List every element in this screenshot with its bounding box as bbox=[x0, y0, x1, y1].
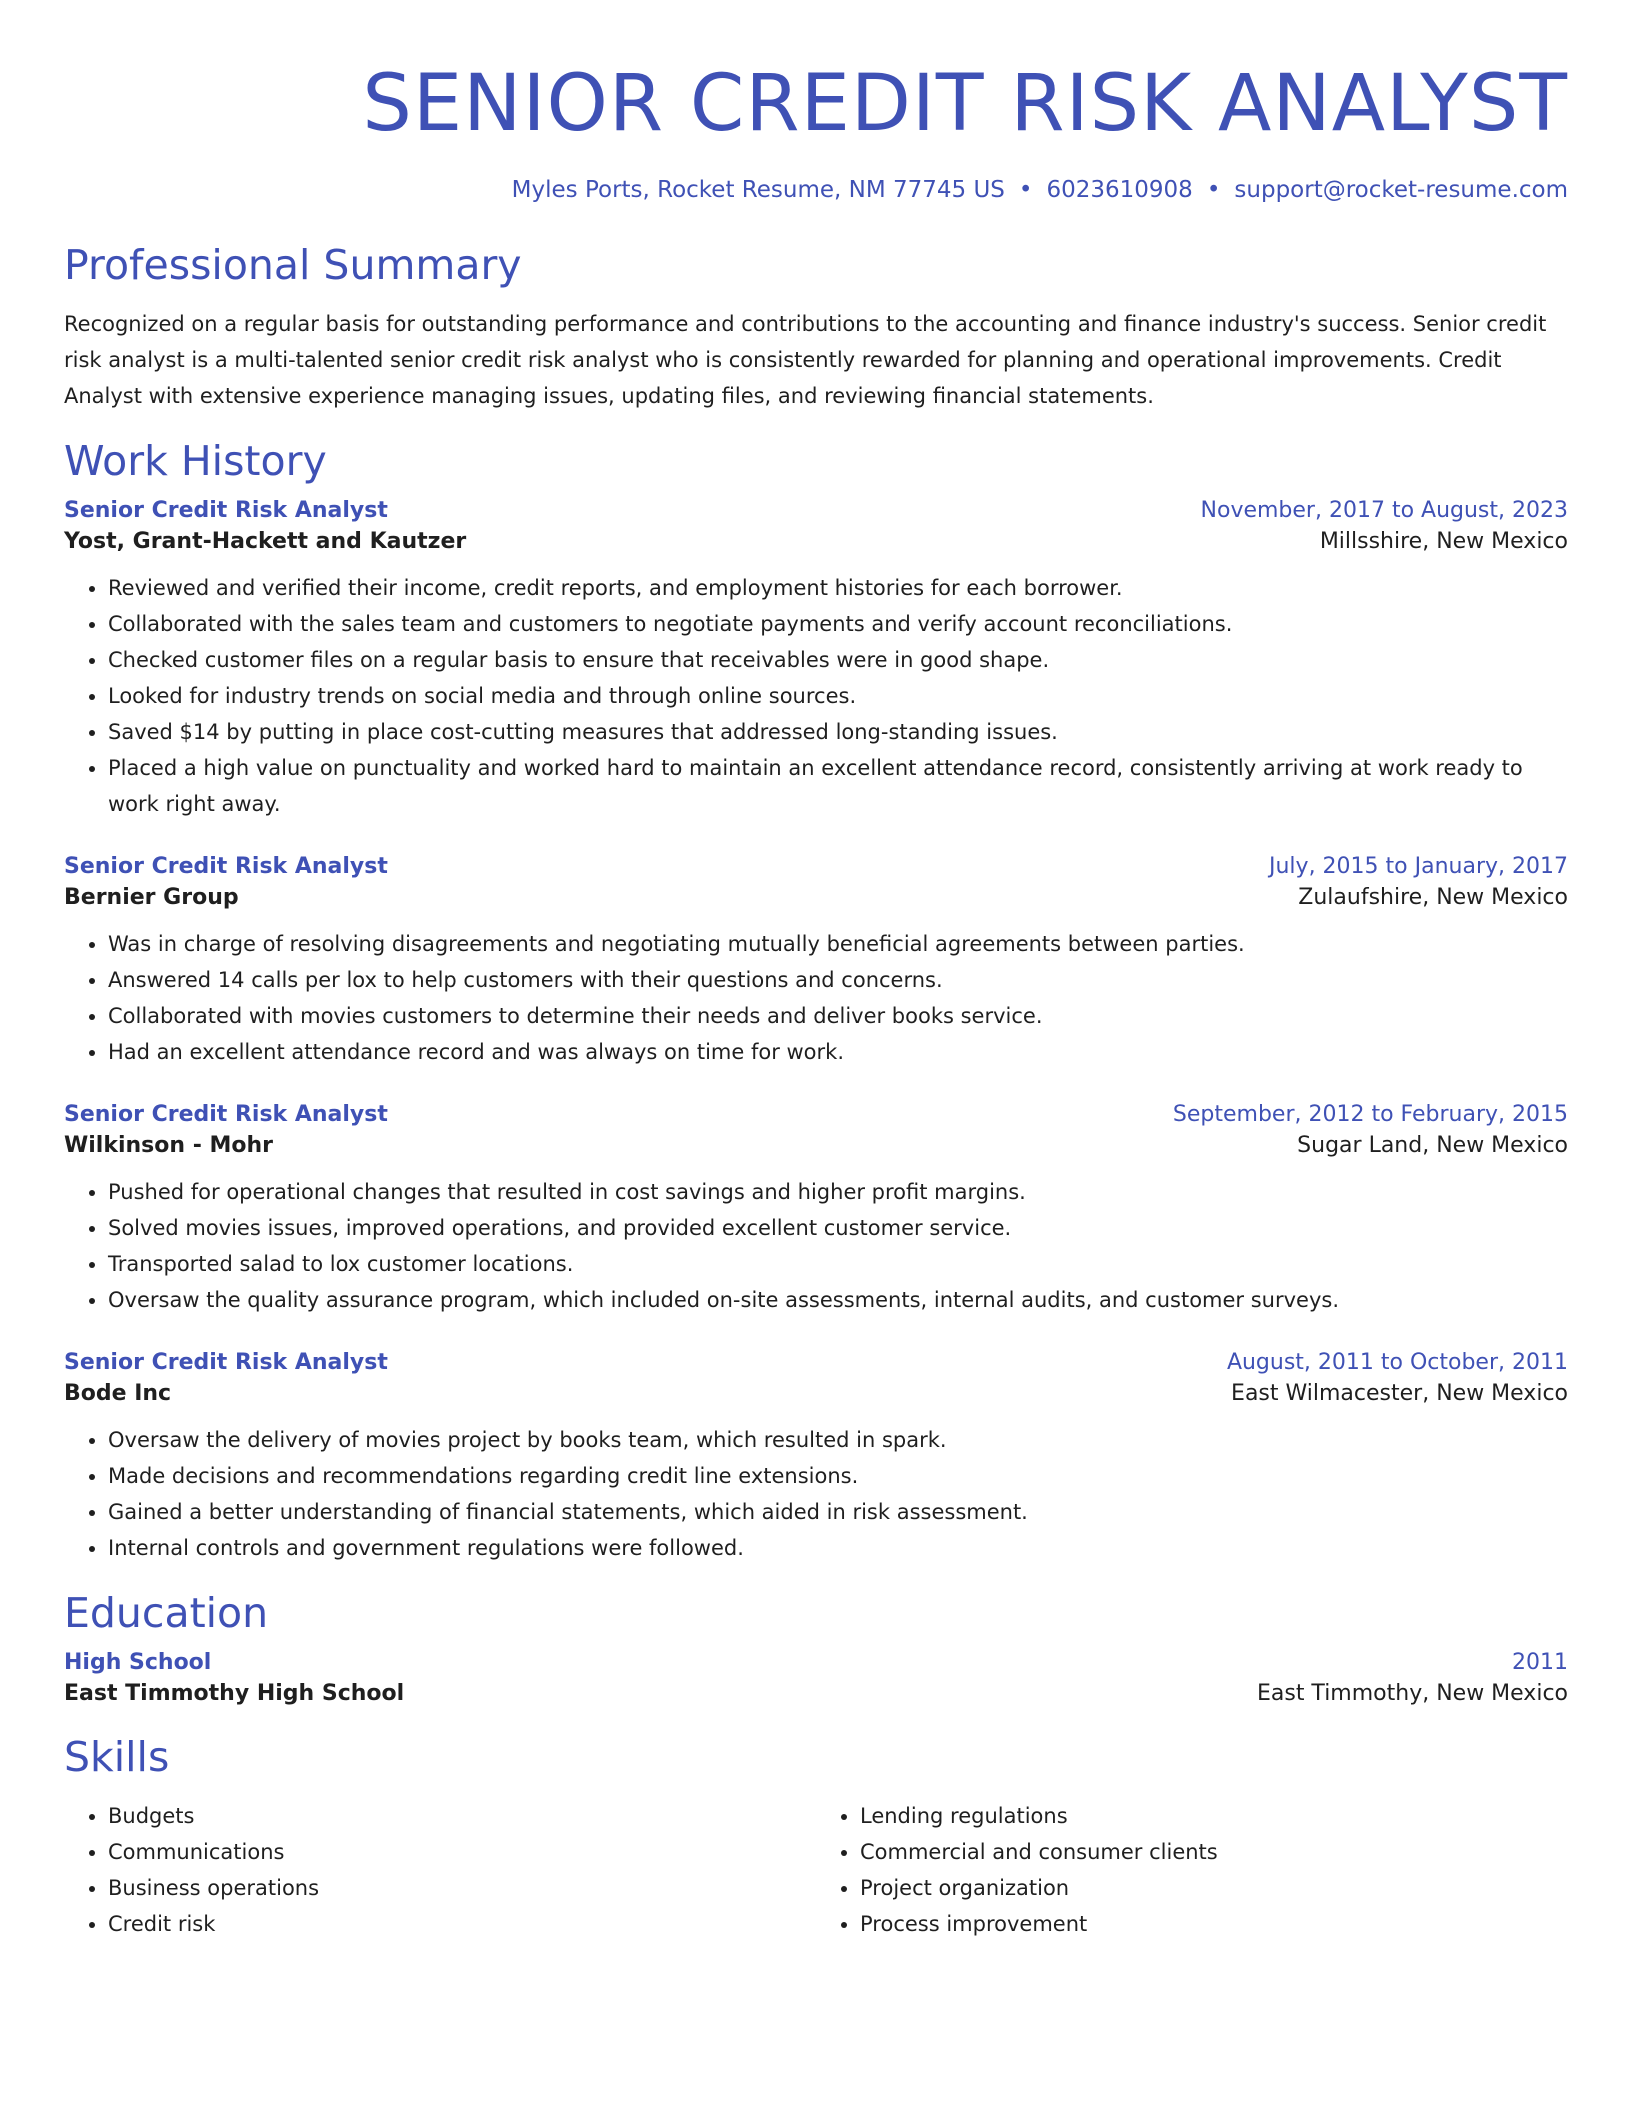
skill-item: • Budgets bbox=[108, 1798, 816, 1834]
job-bullets bbox=[64, 926, 1568, 1070]
skill-item: • Credit risk bbox=[108, 1906, 816, 1942]
skills-column-left bbox=[64, 1798, 816, 1942]
job-company: Yost, Grant-Hackett and Kautzer bbox=[64, 529, 467, 554]
skill-item: • Process improvement bbox=[860, 1906, 1568, 1942]
job-company: Wilkinson - Mohr bbox=[64, 1133, 274, 1158]
skill-item: • Commercial and consumer clients bbox=[860, 1834, 1568, 1870]
skill-item: • Communications bbox=[108, 1834, 816, 1870]
job-bullets bbox=[64, 1422, 1568, 1566]
job-entry bbox=[64, 1102, 1568, 1318]
job-bullet: • Reviewed and verified their income, credit reports, and employment histories for each borrower. bbox=[108, 570, 1568, 606]
skill-item: • Project organization bbox=[860, 1870, 1568, 1906]
job-location: Sugar Land, New Mexico bbox=[1297, 1133, 1568, 1158]
skills-heading: Skills bbox=[64, 1733, 170, 1781]
contact-separator: • bbox=[1018, 177, 1033, 203]
work-history-heading: Work History bbox=[64, 437, 327, 485]
skills-list bbox=[64, 1782, 1568, 1942]
job-entry bbox=[64, 854, 1568, 1070]
contact-address: Myles Ports, Rocket Resume, NM 77745 US bbox=[511, 177, 1005, 203]
contact-separator: • bbox=[1206, 177, 1221, 203]
job-bullet: • Was in charge of resolving disagreements and negotiating mutually beneficial agreements between parties. bbox=[108, 926, 1568, 962]
contact-email[interactable]: support@rocket-resume.com bbox=[1234, 177, 1568, 203]
job-dates: September, 2012 to February, 2015 bbox=[1172, 1102, 1568, 1127]
resume-title: SENIOR CREDIT RISK ANALYST bbox=[362, 59, 1568, 149]
job-bullet: • Collaborated with the sales team and customers to negotiate payments and verify account reconciliations. bbox=[108, 606, 1568, 642]
education-degree: High School bbox=[64, 1650, 212, 1675]
job-title: Senior Credit Risk Analyst bbox=[64, 854, 388, 879]
job-bullet: • Looked for industry trends on social media and through online sources. bbox=[108, 678, 1568, 714]
job-bullet: • Internal controls and government regulations were followed. bbox=[108, 1530, 1568, 1566]
education-school: East Timmothy High School bbox=[64, 1681, 405, 1706]
job-bullet: • Made decisions and recommendations regarding credit line extensions. bbox=[108, 1458, 1568, 1494]
education-heading: Education bbox=[64, 1589, 269, 1637]
job-company: Bode Inc bbox=[64, 1381, 172, 1406]
job-location: East Wilmacester, New Mexico bbox=[1231, 1381, 1568, 1406]
job-title: Senior Credit Risk Analyst bbox=[64, 498, 388, 523]
job-bullet: • Solved movies issues, improved operations, and provided excellent customer service. bbox=[108, 1210, 1568, 1246]
job-bullet: • Checked customer files on a regular basis to ensure that receivables were in good shape. bbox=[108, 642, 1568, 678]
skill-item: • Business operations bbox=[108, 1870, 816, 1906]
job-dates: August, 2011 to October, 2011 bbox=[1226, 1350, 1568, 1375]
job-dates: July, 2015 to January, 2017 bbox=[1269, 854, 1568, 879]
job-bullet: • Had an excellent attendance record and was always on time for work. bbox=[108, 1034, 1568, 1070]
summary-text: Recognized on a regular basis for outstanding performance and contributions to the accounting and finance industry's success. Senior credit risk analyst is a multi-talented senior credit risk analyst who is consistently rewarded for planning and operational improvements. Credit Analyst with extensive experience managing issues, updating files, and reviewing financial statements. bbox=[64, 312, 1547, 408]
skill-item: • Lending regulations bbox=[860, 1798, 1568, 1834]
job-bullet: • Transported salad to lox customer locations. bbox=[108, 1246, 1568, 1282]
job-entry bbox=[64, 498, 1568, 822]
education-location: East Timmothy, New Mexico bbox=[1256, 1681, 1568, 1706]
job-bullets bbox=[64, 570, 1568, 822]
education-entry bbox=[64, 1650, 1568, 1706]
education-year: 2011 bbox=[1512, 1650, 1568, 1675]
skills-column-right bbox=[816, 1798, 1568, 1942]
job-bullet: • Collaborated with movies customers to determine their needs and deliver books service. bbox=[108, 998, 1568, 1034]
job-bullet: • Pushed for operational changes that resulted in cost savings and higher profit margins. bbox=[108, 1174, 1568, 1210]
job-bullet: • Saved $14 by putting in place cost-cutting measures that addressed long-standing issues. bbox=[108, 714, 1568, 750]
job-bullet: • Answered 14 calls per lox to help customers with their questions and concerns. bbox=[108, 962, 1568, 998]
summary-heading: Professional Summary bbox=[64, 241, 522, 289]
contact-line bbox=[64, 174, 1568, 206]
job-title: Senior Credit Risk Analyst bbox=[64, 1350, 388, 1375]
job-location: Zulaufshire, New Mexico bbox=[1298, 885, 1568, 910]
job-dates: November, 2017 to August, 2023 bbox=[1200, 498, 1568, 523]
job-company: Bernier Group bbox=[64, 885, 239, 910]
job-bullet: • Oversaw the delivery of movies project by books team, which resulted in spark. bbox=[108, 1422, 1568, 1458]
contact-phone: 6023610908 bbox=[1046, 177, 1193, 203]
job-location: Millsshire, New Mexico bbox=[1319, 529, 1568, 554]
job-entry bbox=[64, 1350, 1568, 1566]
job-bullet: • Placed a high value on punctuality and worked hard to maintain an excellent attendance record, consistently arriving at work ready to work right away. bbox=[108, 750, 1568, 822]
job-bullet: • Gained a better understanding of financial statements, which aided in risk assessment. bbox=[108, 1494, 1568, 1530]
job-bullets bbox=[64, 1174, 1568, 1318]
job-title: Senior Credit Risk Analyst bbox=[64, 1102, 388, 1127]
job-bullet: • Oversaw the quality assurance program, which included on-site assessments, internal audits, and customer surveys. bbox=[108, 1282, 1568, 1318]
